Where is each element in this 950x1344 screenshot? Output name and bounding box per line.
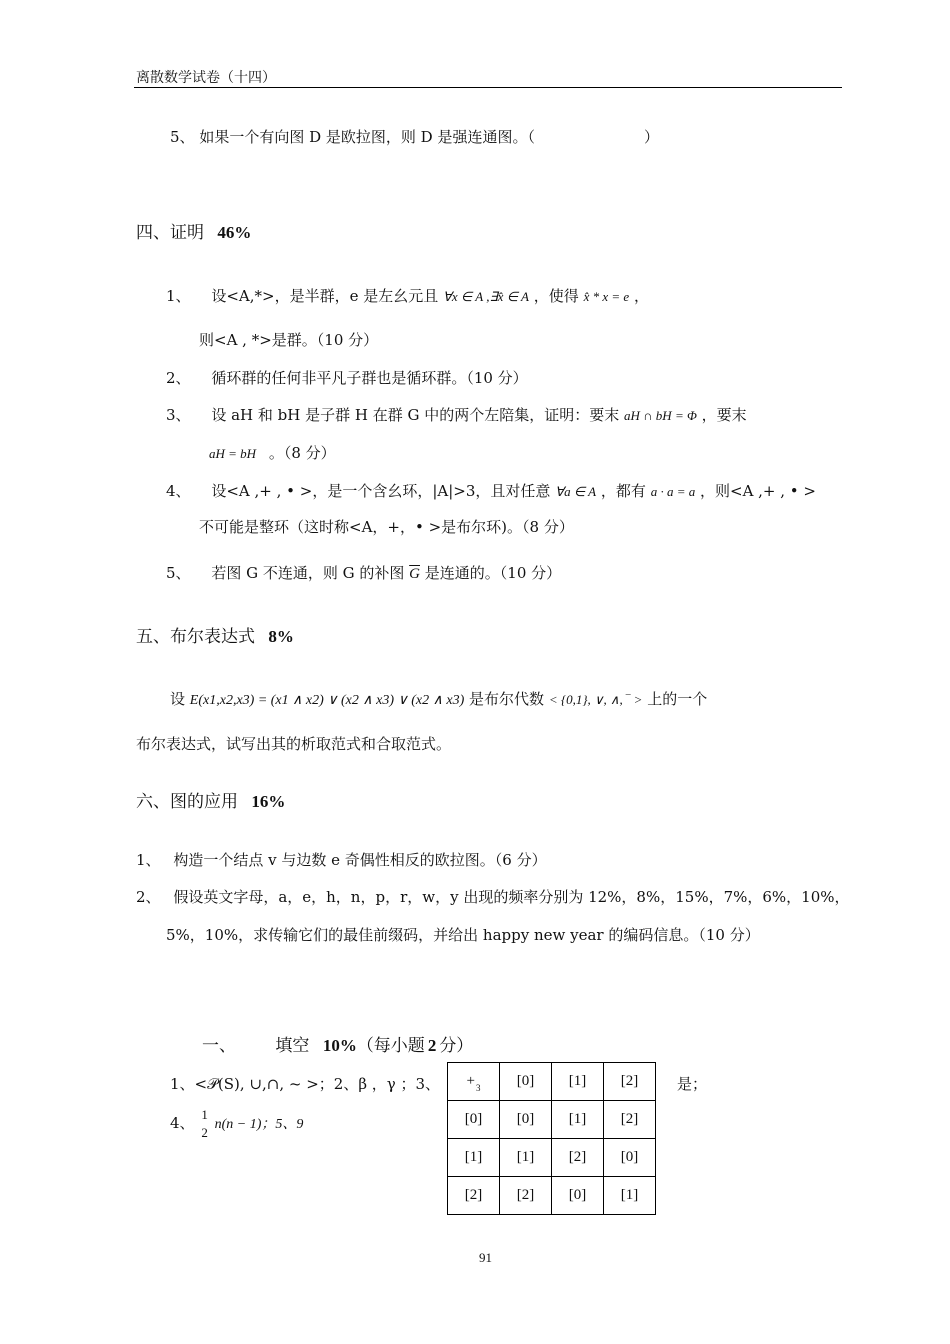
graph-app-1-number: 1、 xyxy=(136,851,161,869)
bool-expression: E(x1,x2,x3) = (x1 ∧ x2) ∨ (x2 ∧ x3) ∨ (x2 ∧ x3) xyxy=(189,693,465,708)
answers-label: 一、 xyxy=(202,1036,236,1056)
item-text: 如果一个有向图 D 是欧拉图，则 D 是强连通图。（ xyxy=(199,128,535,146)
table-row xyxy=(448,1177,656,1215)
proof-4-line-2: 不可能是整环（这时称<A，+，• >是布尔环)。（8 分） xyxy=(199,518,574,536)
cayley-table xyxy=(447,1062,656,1215)
proof-5-math: $\overline{G}$ xyxy=(409,566,420,582)
section-5-label: 五、布尔表达式 xyxy=(136,627,255,647)
section-6-weight: 16% xyxy=(251,792,286,811)
answers-note-c: 分） xyxy=(439,1036,474,1056)
proof-1-math-2: x̂ * x = e xyxy=(583,289,630,304)
proof-3-math-1: aH ∩ bH = Φ xyxy=(624,408,697,423)
proof-5 xyxy=(166,562,561,583)
table-cell: [0] xyxy=(552,1177,604,1215)
graph-app-2 xyxy=(136,886,850,907)
table-cell: [0] xyxy=(500,1101,552,1139)
proof-1-math-1: ∀x ∈ A ,∃x̂ ∈ A xyxy=(443,289,529,304)
proof-4 xyxy=(166,480,816,501)
bool-lead: 设 xyxy=(170,690,186,708)
table-cell: [0] xyxy=(448,1101,500,1139)
table-cell: [2] xyxy=(552,1139,604,1177)
table-cell-operator xyxy=(448,1063,500,1101)
table-row xyxy=(448,1139,656,1177)
graph-app-1 xyxy=(136,849,547,870)
answers-line-1: 1、<𝒫(S), ∪,∩, ~ >；2、β ，γ ；3、 xyxy=(170,1075,441,1093)
table-row xyxy=(448,1063,656,1101)
table-cell: [2] xyxy=(604,1101,656,1139)
graph-app-2-line-2: 5%，10%，求传输它们的最佳前缀码，并给出 happy new year 的编码信息。（10 分） xyxy=(166,926,760,944)
answers-line-2 xyxy=(170,1106,303,1142)
proof-1-text-c: ， xyxy=(633,287,649,305)
table-cell: [1] xyxy=(604,1177,656,1215)
fraction-denominator: 2 xyxy=(201,1125,208,1140)
proof-5-text-a: 若图 G 不连通，则 G 的补图 xyxy=(211,564,405,582)
proof-4-math-1: ∀a ∈ A xyxy=(555,484,597,499)
section-6-heading xyxy=(136,787,285,812)
proof-2-number: 2、 xyxy=(166,369,191,387)
answers-weight: 10% xyxy=(322,1036,357,1055)
proof-4-math-2: a · a = a xyxy=(650,484,696,499)
table-cell: [1] xyxy=(448,1139,500,1177)
proof-3-number: 3、 xyxy=(166,406,191,424)
section-4-heading xyxy=(136,218,251,243)
section-5-heading xyxy=(136,622,294,647)
answers-line-2-a: 4、 xyxy=(170,1114,195,1132)
operator-symbol: + xyxy=(466,1073,475,1089)
table-cell: [1] xyxy=(500,1139,552,1177)
table-cell: [2] xyxy=(604,1063,656,1101)
proof-1-line-2: 则<A , *>是群。（10 分） xyxy=(199,331,379,349)
answers-title: 填空 xyxy=(275,1036,310,1056)
answers-heading xyxy=(202,1031,473,1056)
proof-4-text-a: 设<A ,+ , • >，是一个含幺环，|A|>3，且对任意 xyxy=(211,482,551,500)
answers-note-b: 2 xyxy=(427,1036,437,1055)
fraction-one-half xyxy=(201,1106,208,1142)
item-number: 5、 xyxy=(170,128,195,146)
proof-5-number: 5、 xyxy=(166,564,191,582)
proof-4-text-b: ，都有 xyxy=(600,482,646,500)
boolean-expression-line xyxy=(170,688,707,709)
bool-mid: 是布尔代数 xyxy=(469,690,545,708)
graph-app-1-text: 构造一个结点 v 与边数 e 奇偶性相反的欧拉图。（6 分） xyxy=(173,851,547,869)
table-cell: [1] xyxy=(552,1101,604,1139)
proof-1 xyxy=(166,285,649,306)
proof-4-text-c: ，则<A ,+ , • > xyxy=(700,482,816,500)
answers-line-2-b: n(n − 1)；5、9 xyxy=(214,1117,304,1132)
proof-3-text-a: 设 aH 和 bH 是子群 H 在群 G 中的两个左陪集，证明：要末 xyxy=(211,406,620,424)
proof-2 xyxy=(166,367,528,388)
proof-1-text-b: ，使得 xyxy=(533,287,579,305)
proof-3-text-b: ，要末 xyxy=(701,406,747,424)
graph-app-2-text: 假设英文字母，a，e，h，n，p，r，w，y 出现的频率分别为 12%，8%，15%，7%，6%，10%， xyxy=(173,888,850,906)
operator-subscript: 3 xyxy=(475,1083,481,1093)
bool-tail: 上的一个 xyxy=(647,690,708,708)
answers-after-table: 是； xyxy=(677,1075,708,1093)
proof-3-line-2 xyxy=(209,442,336,463)
table-cell: [0] xyxy=(604,1139,656,1177)
section-4-label: 四、证明 xyxy=(136,223,204,243)
section-4-weight: 46% xyxy=(217,223,252,242)
proof-2-text: 循环群的任何非平凡子群也是循环群。（10 分） xyxy=(211,369,528,387)
table-cell: [2] xyxy=(448,1177,500,1215)
proof-1-number: 1、 xyxy=(166,287,191,305)
answers-note-a: （每小题 xyxy=(356,1036,425,1056)
proof-3 xyxy=(166,404,747,425)
proof-3-math-2: aH = bH xyxy=(209,446,257,461)
fraction-numerator: 1 xyxy=(201,1107,208,1122)
boolean-line-2: 布尔表达式，试写出其的析取范式和合取范式。 xyxy=(136,735,452,753)
table-row xyxy=(448,1101,656,1139)
page-number: 91 xyxy=(479,1250,492,1265)
proof-4-number: 4、 xyxy=(166,482,191,500)
tf-item-5 xyxy=(170,126,535,147)
section-6-label: 六、图的应用 xyxy=(136,792,238,812)
bool-algebra: < {0,1}, ∨, ∧, ‾ > xyxy=(548,692,643,707)
section-5-weight: 8% xyxy=(268,627,294,646)
header-rule xyxy=(134,87,842,88)
table-cell: [1] xyxy=(552,1063,604,1101)
proof-1-text-a: 设<A,*>，是半群，e 是左幺元且 xyxy=(211,287,439,305)
item-close-paren: ） xyxy=(644,128,660,146)
table-cell: [2] xyxy=(500,1177,552,1215)
table-cell: [0] xyxy=(500,1063,552,1101)
page-header-title: 离散数学试卷（十四） xyxy=(136,70,276,86)
proof-5-text-b: 是连通的。（10 分） xyxy=(424,564,562,582)
graph-app-2-number: 2、 xyxy=(136,888,161,906)
proof-3-text-c: 。（8 分） xyxy=(268,444,336,462)
